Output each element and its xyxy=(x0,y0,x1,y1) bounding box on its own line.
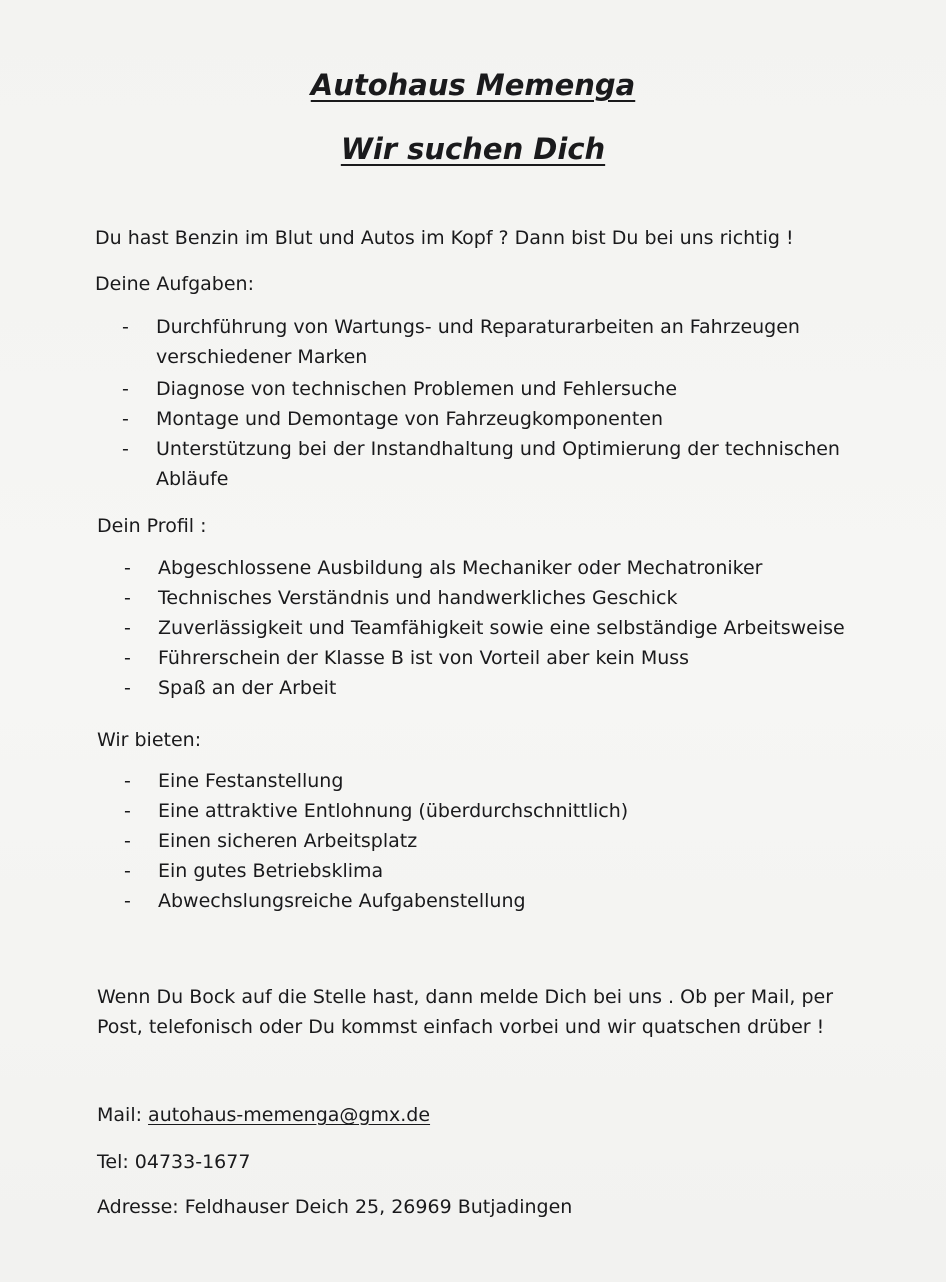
list-item-text: Montage und Demontage von Fahrzeugkomponenten xyxy=(156,408,663,430)
list-item xyxy=(124,826,844,856)
dash-marker: - xyxy=(124,677,131,699)
posting-subtitle: Wir suchen Dich xyxy=(340,132,606,166)
list-item-text: Abwechslungsreiche Aufgabenstellung xyxy=(158,890,526,912)
list-item-text: Spaß an der Arbeit xyxy=(158,677,337,699)
list-item xyxy=(124,886,844,916)
address-value: Feldhauser Deich 25, 26969 Butjadingen xyxy=(184,1196,573,1218)
list-item-text: Eine Festanstellung xyxy=(158,770,344,792)
list-item-text: Durchführung von Wartungs- und Reparaturarbeiten an Fahrzeugen verschiedener Marken xyxy=(156,316,800,368)
list-item-text: Abgeschlossene Ausbildung als Mechaniker oder Mechatroniker xyxy=(158,557,763,579)
list-item xyxy=(122,374,842,404)
intro-text: Du hast Benzin im Blut und Autos im Kopf ? Dann bist Du bei uns richtig ! xyxy=(95,227,794,249)
dash-marker: - xyxy=(122,408,129,430)
list-item-text: Unterstützung bei der Instandhaltung und Optimierung der technischen Abläufe xyxy=(156,438,840,490)
dash-marker: - xyxy=(124,770,131,792)
list-item xyxy=(122,404,842,434)
profile-list xyxy=(124,553,864,703)
dash-marker: - xyxy=(122,378,129,400)
contact-address xyxy=(97,1192,572,1222)
list-item-text: Führerschein der Klasse B ist von Vorteil aber kein Muss xyxy=(158,647,690,669)
dash-marker: - xyxy=(124,830,131,852)
tel-label: Tel: xyxy=(97,1151,129,1173)
list-item-text: Ein gutes Betriebsklima xyxy=(158,860,384,882)
list-item xyxy=(124,673,864,703)
list-item xyxy=(122,312,842,372)
dash-marker: - xyxy=(122,438,129,460)
contact-phone xyxy=(97,1147,250,1177)
dash-marker: - xyxy=(124,890,131,912)
dash-marker: - xyxy=(124,557,131,579)
address-label: Adresse: xyxy=(97,1196,179,1218)
dash-marker: - xyxy=(124,860,131,882)
dash-marker: - xyxy=(124,587,131,609)
list-item-text: Diagnose von technischen Problemen und Fehlersuche xyxy=(156,378,678,400)
dash-marker: - xyxy=(124,800,131,822)
closing-line-2: Post, telefonisch oder Du kommst einfach vorbei und wir quatschen drüber ! xyxy=(97,1016,825,1038)
closing-line-1: Wenn Du Bock auf die Stelle hast, dann melde Dich bei uns . Ob per Mail, per xyxy=(97,986,834,1008)
profile-heading: Dein Profil : xyxy=(97,515,207,537)
list-item xyxy=(124,583,864,613)
tasks-heading: Deine Aufgaben: xyxy=(95,273,254,295)
tasks-list xyxy=(122,312,842,494)
list-item xyxy=(124,553,864,583)
list-item xyxy=(124,613,864,643)
dash-marker: - xyxy=(124,617,131,639)
offer-heading: Wir bieten: xyxy=(97,729,202,751)
mail-link[interactable]: autohaus-memenga@gmx.de xyxy=(148,1104,431,1126)
dash-marker: - xyxy=(122,316,129,338)
list-item xyxy=(124,796,844,826)
list-item-text: Einen sicheren Arbeitsplatz xyxy=(158,830,418,852)
tel-value: 04733-1677 xyxy=(134,1151,251,1173)
list-item xyxy=(122,434,842,494)
list-item-text: Zuverlässigkeit und Teamfähigkeit sowie eine selbständige Arbeitsweise xyxy=(158,617,845,639)
mail-label: Mail: xyxy=(97,1104,142,1126)
company-title: Autohaus Memenga xyxy=(310,68,636,102)
list-item xyxy=(124,766,844,796)
list-item-text: Eine attraktive Entlohnung (überdurchschnittlich) xyxy=(158,800,629,822)
list-item-text: Technisches Verständnis und handwerkliches Geschick xyxy=(158,587,678,609)
offer-list xyxy=(124,766,844,916)
list-item xyxy=(124,856,844,886)
dash-marker: - xyxy=(124,647,131,669)
contact-mail xyxy=(97,1100,430,1130)
list-item xyxy=(124,643,864,673)
